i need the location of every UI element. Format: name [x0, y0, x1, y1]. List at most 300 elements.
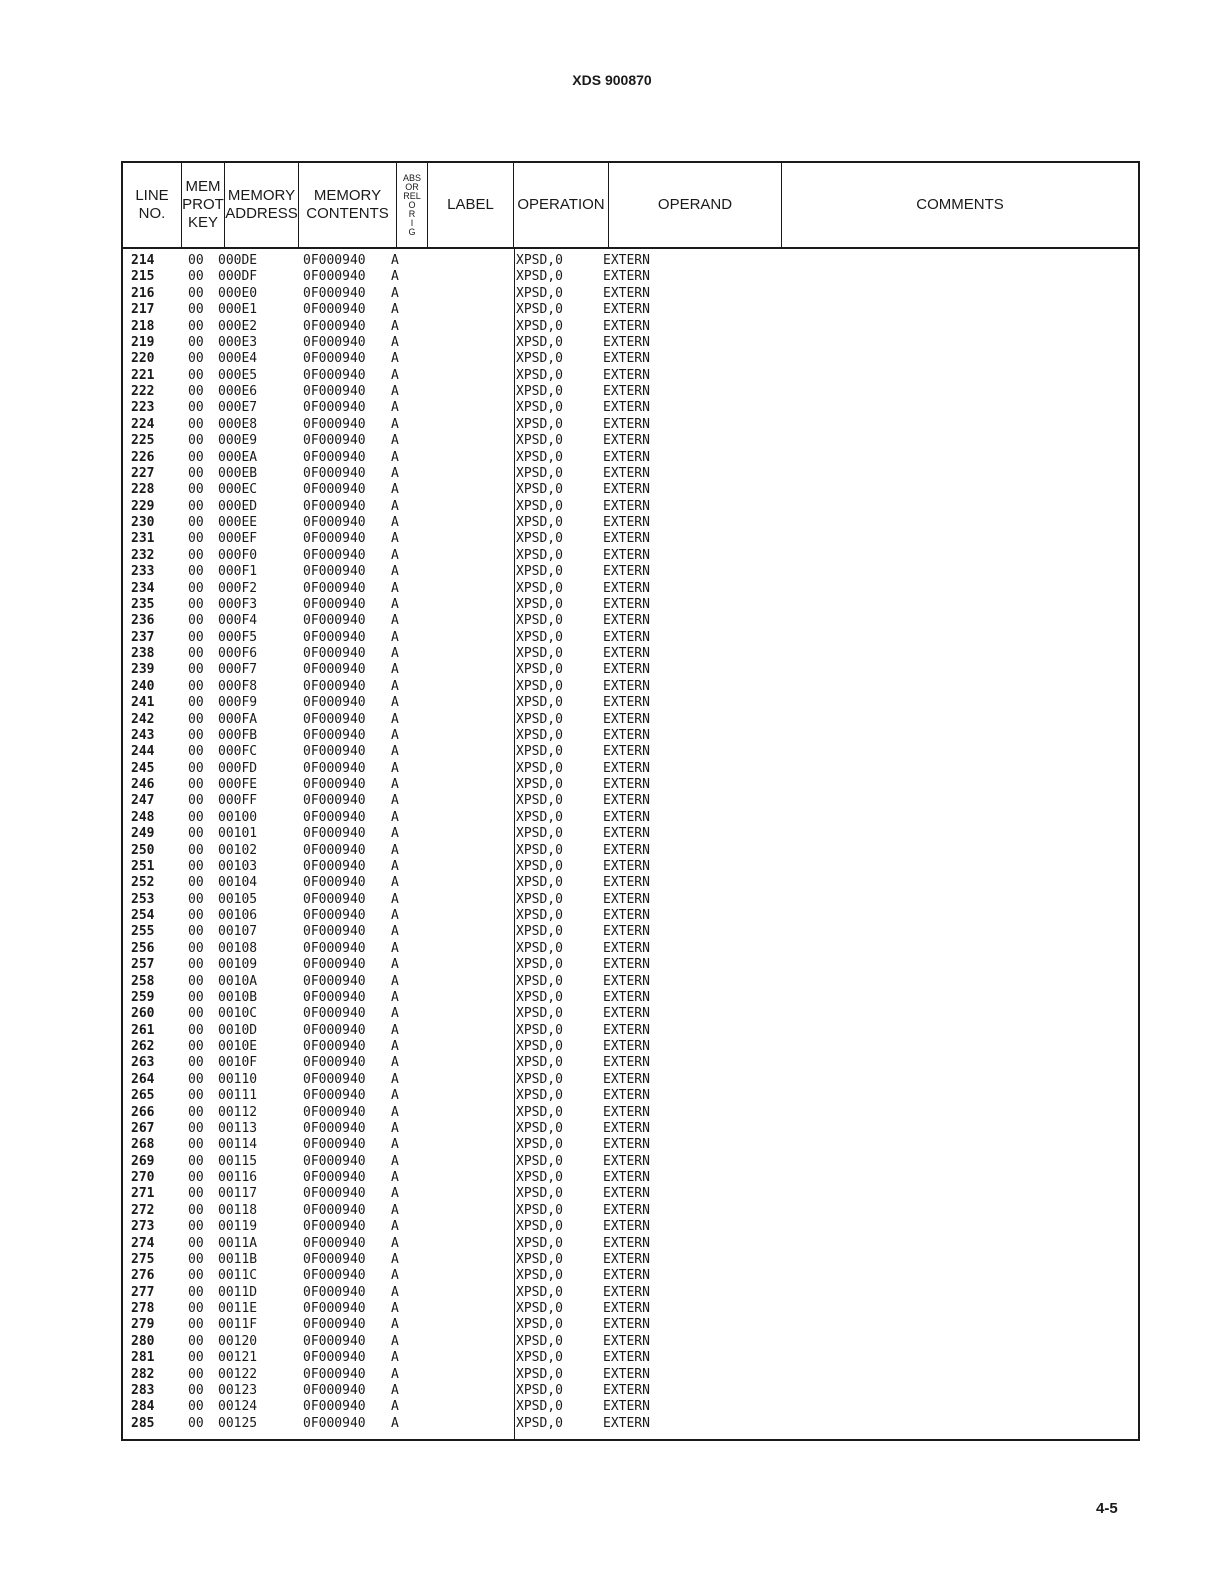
memory-contents: 0F000940	[303, 1055, 366, 1071]
abs-rel-flag: A	[391, 285, 399, 301]
operand: EXTERN	[603, 940, 650, 956]
abs-rel-flag: A	[391, 531, 399, 547]
memory-address: 00120	[218, 1333, 258, 1349]
line-number: 219	[131, 334, 155, 350]
line-number: 216	[131, 285, 155, 301]
abs-rel-flag: A	[391, 678, 399, 694]
mem-prot-key: 00	[188, 973, 204, 989]
mem-prot-key: 00	[188, 1186, 204, 1202]
mem-prot-key: 00	[188, 1153, 204, 1169]
memory-contents: 0F000940	[303, 1006, 366, 1022]
line-number: 265	[131, 1088, 155, 1104]
mem-prot-key: 00	[188, 629, 204, 645]
operation: XPSD,0	[516, 465, 563, 481]
line-number: 226	[131, 449, 155, 465]
abs-rel-flag: A	[391, 351, 399, 367]
abs-rel-flag: A	[391, 334, 399, 350]
mem-prot-key: 00	[188, 924, 204, 940]
operation: XPSD,0	[516, 973, 563, 989]
mem-prot-key: 00	[188, 908, 204, 923]
table-row	[123, 433, 1138, 449]
abs-rel-flag: A	[391, 515, 399, 530]
abs-rel-flag: A	[391, 384, 399, 399]
table-row	[123, 1367, 1138, 1383]
table-row	[123, 892, 1138, 908]
abs-rel-flag: A	[391, 1088, 399, 1104]
memory-contents: 0F000940	[303, 875, 366, 891]
memory-address: 00116	[218, 1170, 258, 1185]
operand: EXTERN	[603, 334, 650, 350]
memory-address: 0010B	[218, 989, 258, 1005]
table-body	[123, 253, 1138, 1432]
document-id: XDS 900870	[572, 72, 652, 88]
line-number: 246	[131, 777, 155, 792]
mem-prot-key: 00	[188, 334, 204, 350]
operation: XPSD,0	[516, 989, 563, 1005]
operand: EXTERN	[603, 842, 650, 858]
operand: EXTERN	[603, 1104, 650, 1120]
mem-prot-key: 00	[188, 1202, 204, 1218]
memory-address: 000E1	[218, 302, 258, 318]
line-number: 259	[131, 989, 155, 1005]
operation: XPSD,0	[516, 1284, 563, 1300]
memory-address: 0011E	[218, 1301, 258, 1316]
memory-contents: 0F000940	[303, 662, 366, 678]
abs-rel-flag: A	[391, 1284, 399, 1300]
table-row	[123, 1186, 1138, 1202]
operation: XPSD,0	[516, 760, 563, 776]
line-number: 241	[131, 695, 155, 711]
operation: XPSD,0	[516, 1006, 563, 1022]
memory-contents: 0F000940	[303, 433, 366, 449]
operation: XPSD,0	[516, 302, 563, 318]
operand: EXTERN	[603, 1219, 650, 1235]
operand: EXTERN	[603, 580, 650, 596]
abs-rel-flag: A	[391, 695, 399, 711]
table-row	[123, 695, 1138, 711]
line-number: 251	[131, 858, 155, 874]
operand: EXTERN	[603, 596, 650, 612]
operand: EXTERN	[603, 646, 650, 661]
operation: XPSD,0	[516, 940, 563, 956]
mem-prot-key: 00	[188, 891, 204, 907]
table-row	[123, 564, 1138, 580]
table-row	[123, 712, 1138, 728]
mem-prot-key: 00	[188, 498, 204, 514]
operand: EXTERN	[603, 1366, 650, 1382]
table-row	[123, 990, 1138, 1006]
memory-contents: 0F000940	[303, 449, 366, 465]
operand: EXTERN	[603, 1153, 650, 1169]
memory-contents: 0F000940	[303, 891, 366, 907]
memory-address: 000EF	[218, 531, 258, 547]
mem-prot-key: 00	[188, 777, 204, 792]
operand: EXTERN	[603, 662, 650, 678]
operand: EXTERN	[603, 711, 650, 727]
memory-address: 00122	[218, 1366, 258, 1382]
mem-prot-key: 00	[188, 1350, 204, 1366]
operand: EXTERN	[603, 1415, 650, 1431]
memory-contents: 0F000940	[303, 1350, 366, 1366]
line-number: 256	[131, 940, 155, 956]
operation: XPSD,0	[516, 957, 563, 973]
operation: XPSD,0	[516, 1170, 563, 1185]
page-number: 4-5	[1096, 1500, 1118, 1517]
table-row	[123, 515, 1138, 531]
memory-contents: 0F000940	[303, 924, 366, 940]
line-number: 223	[131, 400, 155, 416]
abs-rel-flag: A	[391, 809, 399, 825]
mem-prot-key: 00	[188, 482, 204, 498]
table-row	[123, 1105, 1138, 1121]
operand: EXTERN	[603, 1055, 650, 1071]
header-line-no: LINE NO.	[123, 163, 182, 247]
mem-prot-key: 00	[188, 547, 204, 563]
abs-rel-flag: A	[391, 760, 399, 776]
line-number: 261	[131, 1022, 155, 1038]
table-row	[123, 319, 1138, 335]
mem-prot-key: 00	[188, 531, 204, 547]
table-row	[123, 1137, 1138, 1153]
mem-prot-key: 00	[188, 1366, 204, 1382]
mem-prot-key: 00	[188, 1104, 204, 1120]
memory-address: 00115	[218, 1153, 258, 1169]
operand: EXTERN	[603, 302, 650, 318]
line-number: 282	[131, 1366, 155, 1382]
operation: XPSD,0	[516, 809, 563, 825]
table-row	[123, 1399, 1138, 1415]
mem-prot-key: 00	[188, 449, 204, 465]
table-row	[123, 1268, 1138, 1284]
operation: XPSD,0	[516, 1104, 563, 1120]
line-number: 221	[131, 367, 155, 383]
mem-prot-key: 00	[188, 760, 204, 776]
memory-contents: 0F000940	[303, 1186, 366, 1202]
table-row	[123, 810, 1138, 826]
line-number: 232	[131, 547, 155, 563]
operation: XPSD,0	[516, 1301, 563, 1316]
mem-prot-key: 00	[188, 1071, 204, 1087]
operand: EXTERN	[603, 1382, 650, 1398]
memory-contents: 0F000940	[303, 367, 366, 383]
memory-address: 00105	[218, 891, 258, 907]
line-number: 258	[131, 973, 155, 989]
operation: XPSD,0	[516, 1071, 563, 1087]
memory-contents: 0F000940	[303, 793, 366, 809]
operation: XPSD,0	[516, 1399, 563, 1415]
memory-contents: 0F000940	[303, 678, 366, 694]
operand: EXTERN	[603, 695, 650, 711]
line-number: 252	[131, 875, 155, 891]
table-row	[123, 466, 1138, 482]
abs-rel-flag: A	[391, 564, 399, 580]
line-number: 236	[131, 613, 155, 629]
table-row	[123, 630, 1138, 646]
line-number: 230	[131, 515, 155, 530]
header-memory-address: MEMORY ADDRESS	[225, 163, 299, 247]
abs-rel-flag: A	[391, 727, 399, 743]
memory-address: 000F5	[218, 629, 258, 645]
operand: EXTERN	[603, 891, 650, 907]
line-number: 271	[131, 1186, 155, 1202]
mem-prot-key: 00	[188, 793, 204, 809]
memory-contents: 0F000940	[303, 1088, 366, 1104]
operand: EXTERN	[603, 613, 650, 629]
operand: EXTERN	[603, 515, 650, 530]
operation: XPSD,0	[516, 367, 563, 383]
operand: EXTERN	[603, 809, 650, 825]
memory-address: 000E4	[218, 351, 258, 367]
memory-address: 00123	[218, 1382, 258, 1398]
line-number: 245	[131, 760, 155, 776]
line-number: 218	[131, 318, 155, 334]
operand: EXTERN	[603, 1251, 650, 1267]
operation: XPSD,0	[516, 727, 563, 743]
memory-address: 00107	[218, 924, 258, 940]
operand: EXTERN	[603, 777, 650, 792]
memory-contents: 0F000940	[303, 547, 366, 563]
operation: XPSD,0	[516, 744, 563, 760]
memory-address: 0010A	[218, 973, 258, 989]
memory-address: 00103	[218, 858, 258, 874]
operand: EXTERN	[603, 908, 650, 923]
memory-address: 000F8	[218, 678, 258, 694]
memory-address: 00108	[218, 940, 258, 956]
operation: XPSD,0	[516, 678, 563, 694]
memory-address: 00106	[218, 908, 258, 923]
operand: EXTERN	[603, 1088, 650, 1104]
mem-prot-key: 00	[188, 695, 204, 711]
operand: EXTERN	[603, 285, 650, 301]
table-row	[123, 499, 1138, 515]
operand: EXTERN	[603, 253, 650, 268]
mem-prot-key: 00	[188, 940, 204, 956]
mem-prot-key: 00	[188, 809, 204, 825]
mem-prot-key: 00	[188, 1170, 204, 1185]
abs-rel-flag: A	[391, 711, 399, 727]
memory-address: 000EA	[218, 449, 258, 465]
abs-rel-flag: A	[391, 793, 399, 809]
operation: XPSD,0	[516, 711, 563, 727]
operation: XPSD,0	[516, 498, 563, 514]
abs-rel-flag: A	[391, 1137, 399, 1153]
operation: XPSD,0	[516, 318, 563, 334]
table-row	[123, 302, 1138, 318]
line-number: 270	[131, 1170, 155, 1185]
operation: XPSD,0	[516, 580, 563, 596]
line-number: 238	[131, 646, 155, 661]
abs-rel-flag: A	[391, 613, 399, 629]
operation: XPSD,0	[516, 1317, 563, 1333]
listing-table	[121, 161, 1140, 1441]
mem-prot-key: 00	[188, 515, 204, 530]
memory-contents: 0F000940	[303, 744, 366, 760]
operand: EXTERN	[603, 629, 650, 645]
memory-contents: 0F000940	[303, 302, 366, 318]
abs-rel-flag: A	[391, 940, 399, 956]
mem-prot-key: 00	[188, 1317, 204, 1333]
abs-rel-flag: A	[391, 1317, 399, 1333]
memory-address: 000E3	[218, 334, 258, 350]
operand: EXTERN	[603, 875, 650, 891]
memory-contents: 0F000940	[303, 777, 366, 792]
memory-address: 000FD	[218, 760, 258, 776]
operation: XPSD,0	[516, 793, 563, 809]
operation: XPSD,0	[516, 891, 563, 907]
operand: EXTERN	[603, 547, 650, 563]
operation: XPSD,0	[516, 695, 563, 711]
operation: XPSD,0	[516, 596, 563, 612]
mem-prot-key: 00	[188, 1399, 204, 1415]
table-row	[123, 1252, 1138, 1268]
header-mem-prot-key: MEM PROT KEY	[182, 163, 225, 247]
operation: XPSD,0	[516, 1333, 563, 1349]
operand: EXTERN	[603, 1268, 650, 1284]
operand: EXTERN	[603, 1284, 650, 1300]
mem-prot-key: 00	[188, 989, 204, 1005]
memory-contents: 0F000940	[303, 351, 366, 367]
table-row	[123, 1350, 1138, 1366]
memory-contents: 0F000940	[303, 826, 366, 842]
memory-address: 0011C	[218, 1268, 258, 1284]
line-number: 267	[131, 1120, 155, 1136]
abs-rel-flag: A	[391, 924, 399, 940]
mem-prot-key: 00	[188, 318, 204, 334]
line-number: 239	[131, 662, 155, 678]
mem-prot-key: 00	[188, 285, 204, 301]
memory-contents: 0F000940	[303, 989, 366, 1005]
line-number: 274	[131, 1235, 155, 1251]
line-number: 225	[131, 433, 155, 449]
table-row	[123, 941, 1138, 957]
memory-contents: 0F000940	[303, 727, 366, 743]
memory-contents: 0F000940	[303, 613, 366, 629]
abs-rel-flag: A	[391, 482, 399, 498]
table-row	[123, 613, 1138, 629]
abs-rel-flag: A	[391, 1170, 399, 1185]
line-number: 227	[131, 465, 155, 481]
table-row	[123, 1154, 1138, 1170]
abs-rel-flag: A	[391, 1104, 399, 1120]
memory-address: 000FC	[218, 744, 258, 760]
memory-address: 000E5	[218, 367, 258, 383]
mem-prot-key: 00	[188, 858, 204, 874]
operand: EXTERN	[603, 678, 650, 694]
table-row	[123, 1301, 1138, 1317]
memory-contents: 0F000940	[303, 1415, 366, 1431]
operand: EXTERN	[603, 269, 650, 285]
operation: XPSD,0	[516, 826, 563, 842]
memory-contents: 0F000940	[303, 269, 366, 285]
table-row	[123, 1317, 1138, 1333]
mem-prot-key: 00	[188, 580, 204, 596]
abs-rel-flag: A	[391, 1071, 399, 1087]
mem-prot-key: 00	[188, 400, 204, 416]
memory-address: 00104	[218, 875, 258, 891]
line-number: 283	[131, 1382, 155, 1398]
line-number: 281	[131, 1350, 155, 1366]
line-number: 217	[131, 302, 155, 318]
operation: XPSD,0	[516, 449, 563, 465]
mem-prot-key: 00	[188, 1333, 204, 1349]
mem-prot-key: 00	[188, 433, 204, 449]
memory-contents: 0F000940	[303, 596, 366, 612]
abs-rel-flag: A	[391, 400, 399, 416]
line-number: 244	[131, 744, 155, 760]
operand: EXTERN	[603, 1170, 650, 1185]
operation: XPSD,0	[516, 1366, 563, 1382]
abs-rel-flag: A	[391, 596, 399, 612]
abs-rel-flag: A	[391, 1399, 399, 1415]
table-row	[123, 859, 1138, 875]
memory-address: 000EE	[218, 515, 258, 530]
line-number: 235	[131, 596, 155, 612]
mem-prot-key: 00	[188, 1301, 204, 1316]
memory-contents: 0F000940	[303, 646, 366, 661]
operation: XPSD,0	[516, 1219, 563, 1235]
memory-address: 000F1	[218, 564, 258, 580]
line-number: 243	[131, 727, 155, 743]
mem-prot-key: 00	[188, 465, 204, 481]
memory-contents: 0F000940	[303, 1317, 366, 1333]
memory-contents: 0F000940	[303, 940, 366, 956]
table-row	[123, 1334, 1138, 1350]
memory-contents: 0F000940	[303, 1202, 366, 1218]
abs-rel-flag: A	[391, 547, 399, 563]
memory-address: 0010E	[218, 1039, 258, 1054]
header-operand: OPERAND	[609, 163, 782, 247]
abs-rel-flag: A	[391, 449, 399, 465]
operation: XPSD,0	[516, 1055, 563, 1071]
table-row	[123, 450, 1138, 466]
memory-address: 00101	[218, 826, 258, 842]
line-number: 284	[131, 1399, 155, 1415]
memory-contents: 0F000940	[303, 515, 366, 530]
abs-rel-flag: A	[391, 253, 399, 268]
operation: XPSD,0	[516, 285, 563, 301]
memory-contents: 0F000940	[303, 1219, 366, 1235]
memory-address: 00121	[218, 1350, 258, 1366]
memory-address: 0011B	[218, 1251, 258, 1267]
memory-contents: 0F000940	[303, 1153, 366, 1169]
mem-prot-key: 00	[188, 842, 204, 858]
memory-contents: 0F000940	[303, 908, 366, 923]
operand: EXTERN	[603, 1120, 650, 1136]
abs-rel-flag: A	[391, 1350, 399, 1366]
memory-address: 000F6	[218, 646, 258, 661]
abs-rel-flag: A	[391, 1219, 399, 1235]
table-row	[123, 793, 1138, 809]
abs-rel-flag: A	[391, 433, 399, 449]
operation: XPSD,0	[516, 924, 563, 940]
memory-contents: 0F000940	[303, 1268, 366, 1284]
table-row	[123, 1416, 1138, 1432]
memory-contents: 0F000940	[303, 318, 366, 334]
operand: EXTERN	[603, 924, 650, 940]
mem-prot-key: 00	[188, 269, 204, 285]
table-row	[123, 957, 1138, 973]
memory-address: 00110	[218, 1071, 258, 1087]
abs-rel-flag: A	[391, 1333, 399, 1349]
mem-prot-key: 00	[188, 744, 204, 760]
operation: XPSD,0	[516, 1186, 563, 1202]
mem-prot-key: 00	[188, 1219, 204, 1235]
operation: XPSD,0	[516, 646, 563, 661]
table-row	[123, 679, 1138, 695]
operation: XPSD,0	[516, 858, 563, 874]
operation: XPSD,0	[516, 482, 563, 498]
mem-prot-key: 00	[188, 711, 204, 727]
